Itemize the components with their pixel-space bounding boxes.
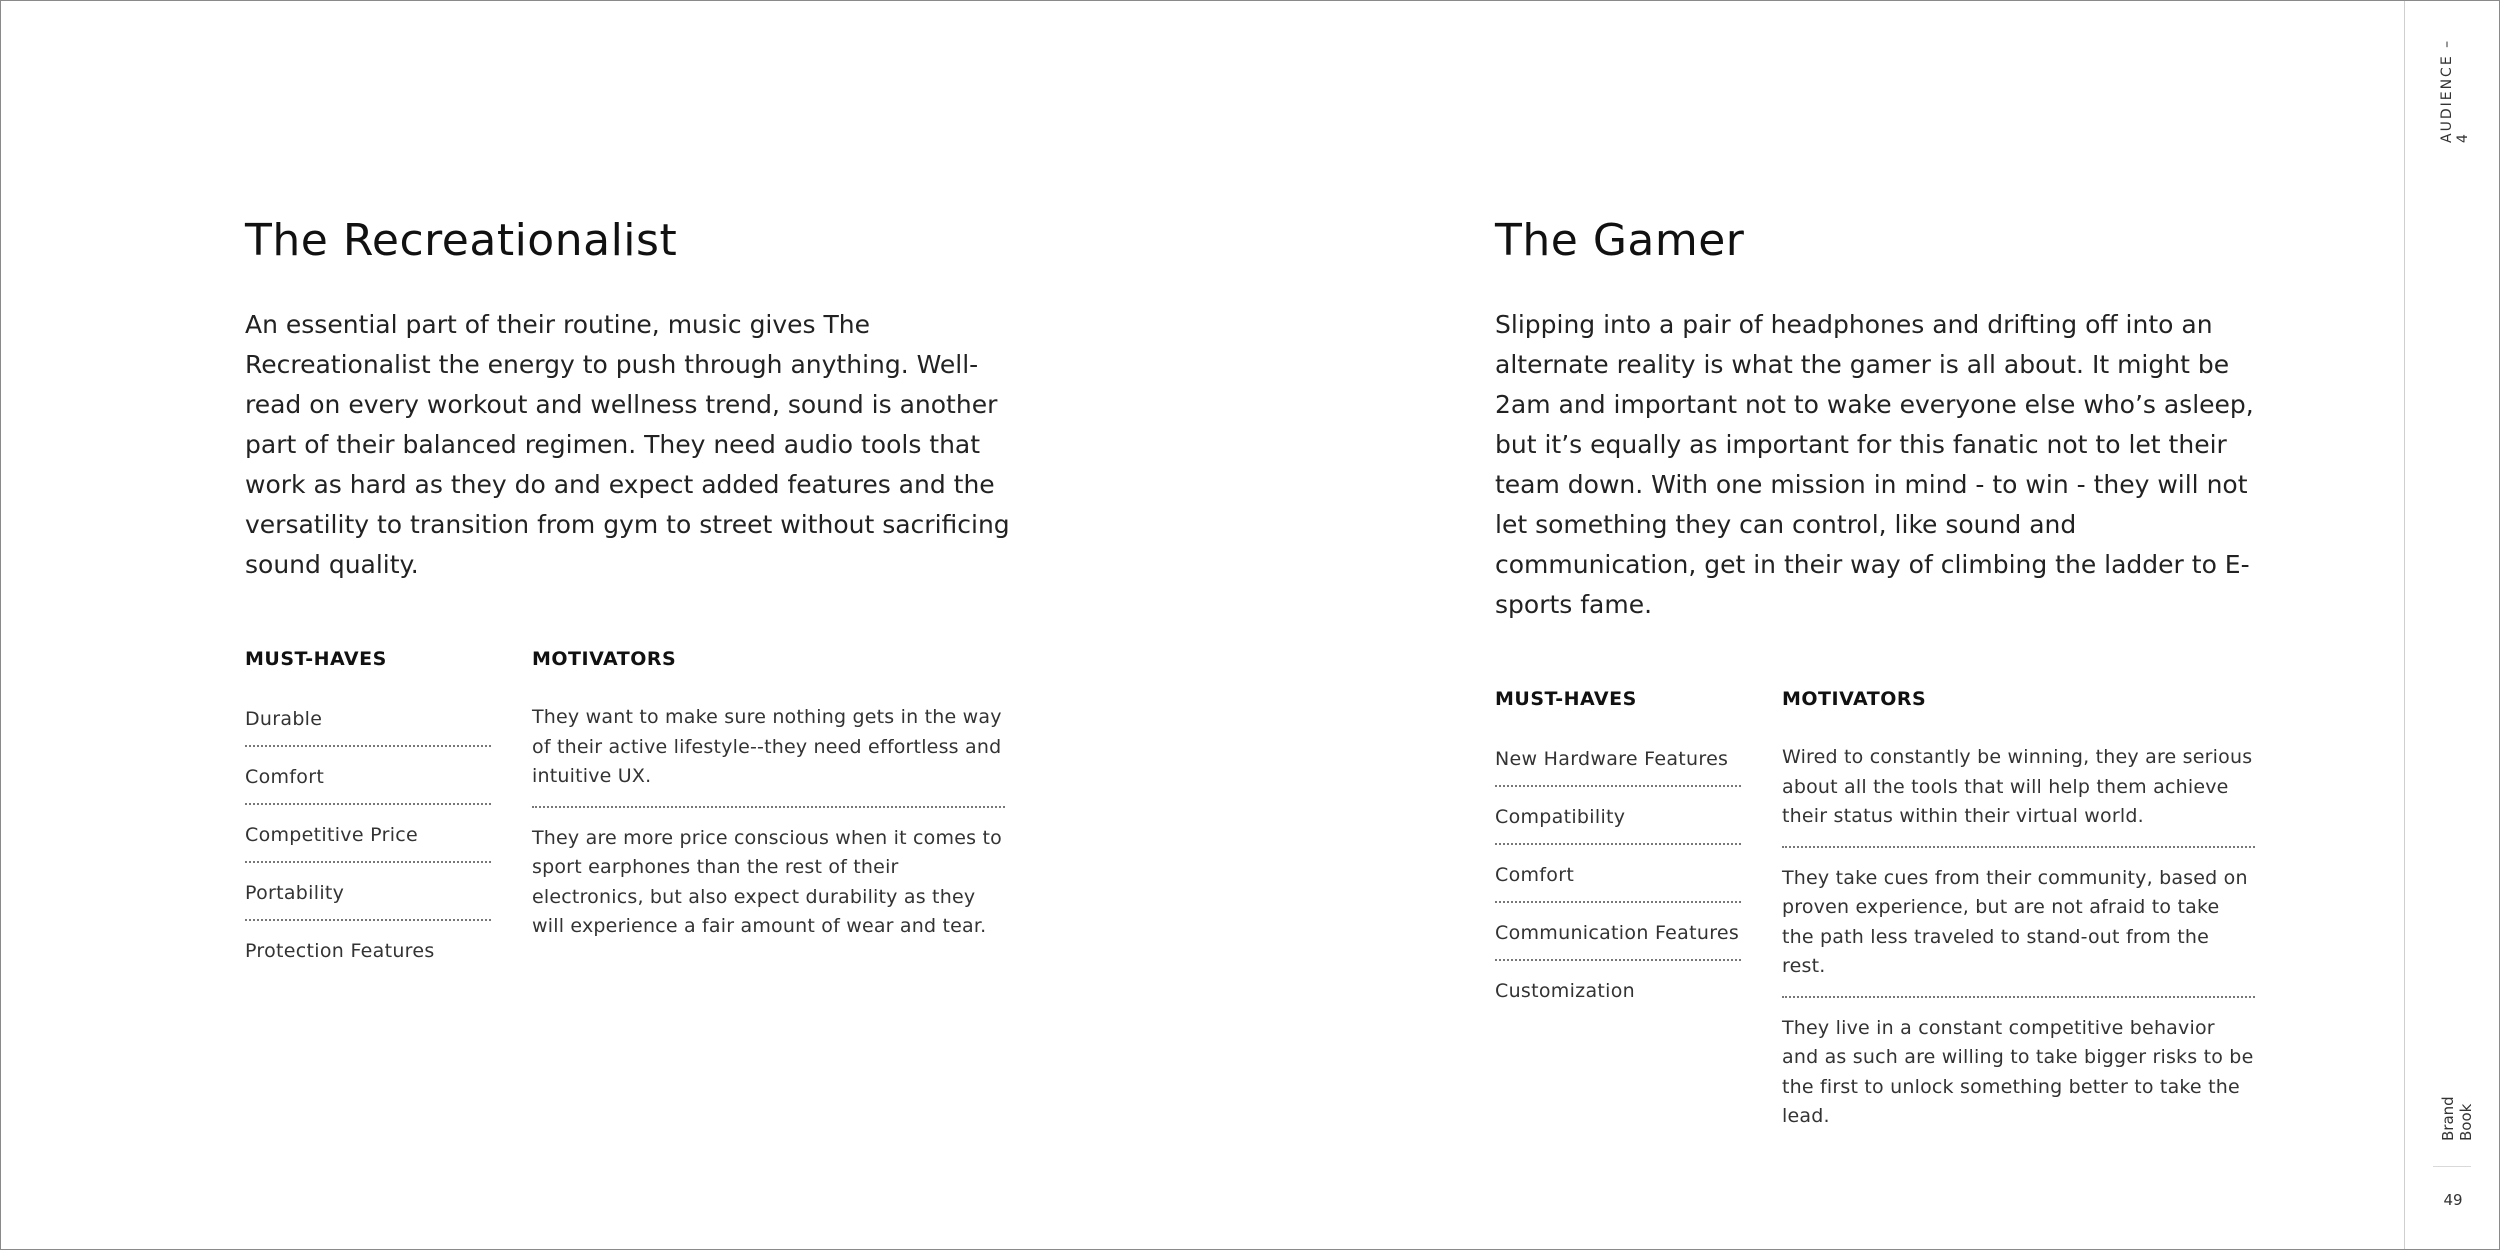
must-have-item: Portability — [245, 877, 491, 921]
must-have-item: Comfort — [245, 761, 491, 805]
persona-gamer — [1495, 211, 2275, 1127]
section-label-text: AUDIENCE – 4 — [2439, 38, 2471, 143]
motivator-item: Wired to constantly be winning, they are serious about all the tools that will help them achieve their status within their virtual world. — [1782, 743, 2255, 848]
motivators-list — [532, 703, 1005, 956]
motivators-heading: MOTIVATORS — [532, 648, 677, 670]
brand-label-text: Brand Book — [2439, 1096, 2475, 1141]
must-haves-heading: MUST-HAVES — [245, 648, 387, 670]
must-have-item: New Hardware Features — [1495, 743, 1741, 787]
motivator-item: They take cues from their community, based on proven experience, but are not afraid to take the path less traveled to stand-out from the rest. — [1782, 864, 2255, 998]
must-haves-column — [1495, 685, 1741, 1031]
motivators-heading: MOTIVATORS — [1782, 688, 1927, 710]
brand-label — [2439, 1056, 2475, 1141]
persona-intro: An essential part of their routine, music gives The Recreationalist the energy to push through anything. Well-read on every workout and wellness trend, sound is another part of their balanced regimen. They need audio tools that work as hard as they do and expect added features and the versatility to transition from gym to street without sacrificing sound quality. — [245, 310, 1010, 579]
motivators-column — [1782, 685, 2255, 1162]
motivator-item: They want to make sure nothing gets in the way of their active lifestyle--they need effortless and intuitive UX. — [532, 703, 1005, 808]
must-have-item: Communication Features — [1495, 917, 1741, 961]
must-have-item: Competitive Price — [245, 819, 491, 863]
motivator-item: They live in a constant competitive behavior and as such are willing to take bigger risks to be the first to unlock something better to take the lead. — [1782, 1016, 2254, 1127]
footer-divider — [2433, 1166, 2471, 1167]
motivators-column — [532, 645, 1005, 972]
must-haves-list — [245, 703, 491, 977]
persona-intro: Slipping into a pair of headphones and drifting off into an alternate reality is what the gamer is all about. It might be 2am and important not to wake everyone else who’s asleep, but it’s equally as important for this fanatic not to let their team down. With one mission in mind - to win - they will not let something they can control, like sound and communication, get in their way of climbing the ladder to E-sports fame. — [1495, 310, 2254, 619]
must-have-item: Durable — [245, 703, 491, 747]
persona-details — [1495, 685, 2275, 1127]
must-have-item: Comfort — [1495, 859, 1741, 903]
persona-recreationalist — [245, 211, 1025, 1065]
persona-title: The Gamer — [1495, 215, 1745, 266]
must-haves-column — [245, 645, 491, 991]
motivators-list — [1782, 743, 2255, 1146]
section-label — [2439, 33, 2469, 143]
motivator-item: They are more price conscious when it comes to sport earphones than the rest of their electronics, but also expect durability as they will experience a fair amount of wear and tear. — [532, 826, 1002, 937]
must-have-item: Compatibility — [1495, 801, 1741, 845]
persona-details — [245, 645, 1025, 1065]
must-have-item: Protection Features — [245, 940, 435, 962]
page-number: 49 — [2443, 1191, 2463, 1209]
must-haves-heading: MUST-HAVES — [1495, 688, 1637, 710]
persona-title: The Recreationalist — [245, 215, 678, 266]
sidebar-divider — [2404, 1, 2405, 1249]
must-haves-list — [1495, 743, 1741, 1017]
must-have-item: Customization — [1495, 980, 1635, 1002]
